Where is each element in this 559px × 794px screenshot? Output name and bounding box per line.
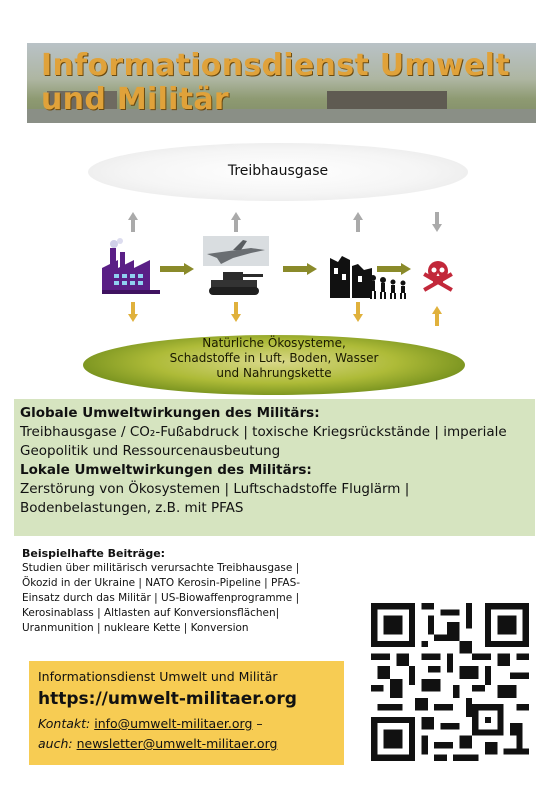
arrow-right-icon bbox=[283, 263, 317, 275]
newsletter-line bbox=[38, 736, 277, 751]
newsletter-email-link[interactable]: newsletter@umwelt-militaer.org bbox=[76, 736, 278, 751]
arrow-up-icon bbox=[128, 212, 138, 232]
contact-line bbox=[38, 716, 263, 731]
kontakt-label: Kontakt: bbox=[38, 716, 91, 731]
local-heading: Lokale Umweltwirkungen des Militärs: bbox=[20, 462, 312, 478]
arrow-right-icon bbox=[377, 263, 411, 275]
arrow-right-icon bbox=[160, 263, 194, 275]
website-link[interactable]: https://umwelt-militaer.org bbox=[38, 689, 297, 709]
arrow-up-icon bbox=[231, 212, 241, 232]
contributions-heading: Beispielhafte Beiträge: bbox=[22, 547, 166, 560]
contributions-line: Ökozid in der Ukraine | NATO Kerosin-Pipeline | PFAS- bbox=[22, 577, 301, 589]
local-text: Zerstörung von Ökosystemen | Luftschadstoffe Fluglärm | Bodenbelastungen, z.B. mit PFAS bbox=[20, 481, 410, 516]
global-text: Treibhausgase / CO₂-Fußabdruck | toxische Kriegsrückstände | imperiale Geopolitik und Ressourcenausbeutung bbox=[20, 424, 507, 459]
arrow-down-icon bbox=[432, 212, 442, 232]
qr-code-icon[interactable] bbox=[371, 603, 529, 761]
ecosystem-label: Natürliche Ökosysteme, Schadstoffe in Luft, Boden, Wasser und Nahrungskette bbox=[169, 336, 379, 380]
org-name: Informationsdienst Umwelt und Militär bbox=[38, 669, 278, 684]
banner-title: Informationsdienst Umwelt und Militär bbox=[41, 48, 510, 117]
auch-label: auch: bbox=[38, 736, 73, 751]
dash: – bbox=[252, 716, 263, 731]
global-heading: Globale Umweltwirkungen des Militärs: bbox=[20, 405, 320, 421]
contributions-line: Uranmunition | nukleare Kette | Konversion bbox=[22, 622, 249, 634]
factory-icon bbox=[100, 238, 162, 296]
contact-box bbox=[29, 661, 344, 765]
contributions-line: Einsatz durch das Militär | US-Biowaffenprogramme | bbox=[22, 592, 300, 604]
arrow-down-icon bbox=[353, 302, 363, 322]
arrow-down-icon bbox=[231, 302, 241, 322]
cloud-label: Treibhausgase bbox=[227, 163, 329, 179]
fighter-jet-icon bbox=[203, 236, 269, 266]
refugees-icon bbox=[368, 272, 412, 300]
skull-crossbones-icon bbox=[418, 256, 458, 296]
contributions-line: Kerosinablass | Altlasten auf Konversionsflächen| bbox=[22, 607, 280, 619]
arrow-up-icon bbox=[432, 306, 442, 326]
header-banner bbox=[27, 43, 536, 123]
impact-summary-box bbox=[14, 399, 535, 536]
contributions-line: Studien über militärisch verursachte Treibhausgase | bbox=[22, 562, 300, 574]
tank-icon bbox=[207, 268, 263, 296]
email-link[interactable]: info@umwelt-militaer.org bbox=[94, 716, 253, 731]
arrow-up-icon bbox=[353, 212, 363, 232]
contributions-section bbox=[22, 546, 370, 636]
arrow-down-icon bbox=[128, 302, 138, 322]
